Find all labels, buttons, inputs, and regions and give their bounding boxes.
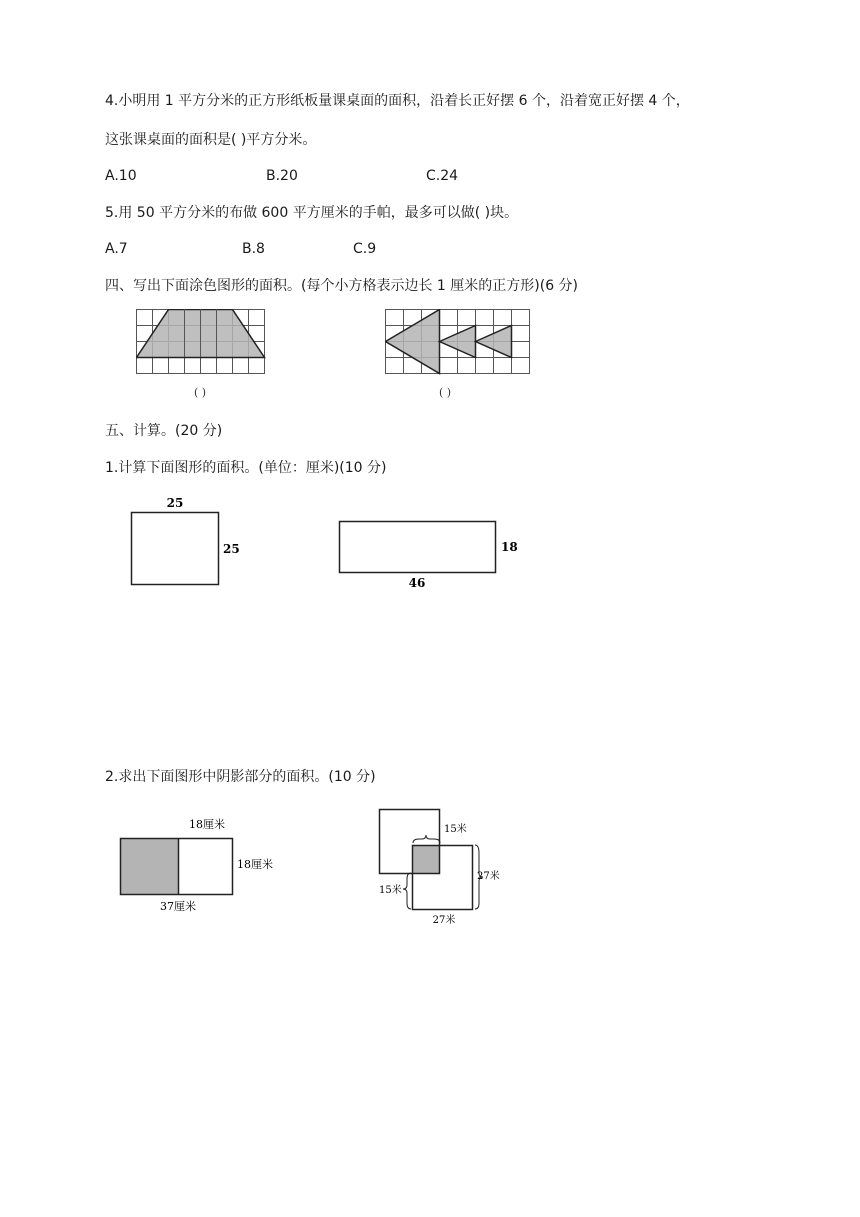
left-brace xyxy=(403,873,411,909)
rectangle-shape xyxy=(340,522,496,573)
rectangle-bottom-label: 46 xyxy=(408,576,426,590)
section5-title: 五、计算。(20 分) xyxy=(105,423,223,439)
overlap-shaded-region xyxy=(413,845,440,873)
q5-option-b: B.8 xyxy=(242,241,265,257)
square-top-label: 25 xyxy=(166,496,184,510)
overlapping-squares-figure xyxy=(375,805,515,930)
right-fig-top-label: 15米 xyxy=(444,824,467,835)
left-fig-bottom-label: 37厘米 xyxy=(160,900,196,913)
section5-sub1: 1.计算下面图形的面积。(单位：厘米)(10 分) xyxy=(105,460,387,476)
shaded-square xyxy=(120,838,178,894)
right-fig-left-label: 15米 xyxy=(379,885,402,896)
section4-title: 四、写出下面涂色图形的面积。(每个小方格表示边长 1 厘米的正方形)(6 分) xyxy=(105,278,579,294)
shaded-triangle-large xyxy=(386,310,440,374)
square-shape xyxy=(132,513,219,585)
q4-option-c: C.24 xyxy=(426,168,459,184)
q4-line1: 4.小明用 1 平方分米的正方形纸板量课桌面的面积，沿着长正好摆 6 个，沿着宽正好摆 4 个， xyxy=(105,93,690,109)
square-side-label: 25 xyxy=(223,542,240,556)
shaded-rectangle-figure xyxy=(112,810,287,920)
left-fig-side-label: 18厘米 xyxy=(237,858,273,871)
section5-sub2: 2.求出下面图形中阴影部分的面积。(10 分) xyxy=(105,769,376,785)
q5-option-c: C.9 xyxy=(353,241,377,257)
right-fig-bottom-label: 27米 xyxy=(432,915,456,926)
left-fig-top-label: 18厘米 xyxy=(189,818,225,831)
top-brace xyxy=(413,835,440,843)
answer-blank-left: ( ) xyxy=(193,386,207,399)
q4-option-a: A.10 xyxy=(105,168,137,184)
area-figures-1 xyxy=(125,490,525,590)
right-fig-side-label: 27米 xyxy=(477,871,500,882)
rectangle-side-label: 18 xyxy=(501,540,518,554)
q4-line2: 这张课桌面的面积是( )平方分米。 xyxy=(105,132,317,148)
answer-blank-right: ( ) xyxy=(438,386,452,399)
q5-text: 5.用 50 平方分米的布做 600 平方厘米的手帕，最多可以做( )块。 xyxy=(105,205,519,221)
q4-option-b: B.20 xyxy=(266,168,298,184)
trapezoid-grid-figure xyxy=(136,309,266,399)
triangles-grid-figure xyxy=(385,309,533,399)
q5-option-a: A.7 xyxy=(105,241,128,257)
